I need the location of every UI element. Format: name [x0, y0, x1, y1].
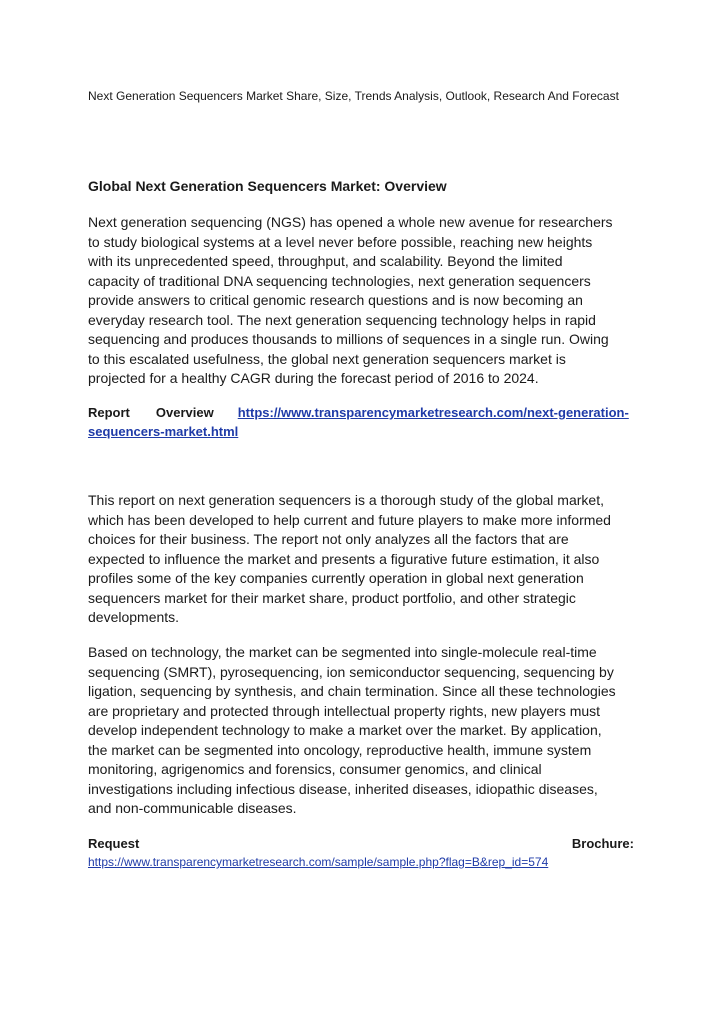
report-overview-link[interactable]: https://www.transparencymarketresearch.com/next-generation-	[237, 405, 629, 420]
section-heading: Global Next Generation Sequencers Market: Overview	[88, 178, 447, 194]
study-paragraph	[88, 491, 636, 628]
technology-paragraph	[88, 643, 636, 819]
paragraph-line: with its unprecedented speed, throughput, and scalability. Beyond the limited	[88, 253, 563, 269]
document-title: Next Generation Sequencers Market Share, Size, Trends Analysis, Outlook, Research And Forecast	[88, 89, 619, 103]
paragraph-line: ligation, sequencing by synthesis, and chain termination. Since all these technologies	[88, 683, 616, 699]
report-overview-link-continued[interactable]: sequencers-market.html	[88, 424, 239, 439]
paragraph-line: are proprietary and protected through intellectual property rights, new players must	[88, 702, 601, 719]
paragraph-line: sequencers market for their market share, product portfolio, and other strategic	[88, 589, 576, 606]
paragraph-line: developments.	[88, 609, 180, 625]
report-overview-row	[88, 403, 634, 441]
paragraph-line: investigations including infectious disease, inherited diseases, idiopathic diseases,	[88, 780, 598, 797]
brochure-label: Brochure:	[571, 836, 634, 851]
paragraph-line: the market can be segmented into oncology, reproductive health, immune system	[88, 741, 592, 758]
paragraph-line: Based on technology, the market can be segmented into single-molecule real-time	[88, 644, 597, 660]
request-label: Request	[88, 836, 140, 851]
paragraph-line: profiles some of the key companies currently operation in global next generation	[88, 570, 584, 586]
paragraph-line: to study biological systems at a level never before possible, reaching new heights	[88, 233, 593, 250]
paragraph-line: capacity of traditional DNA sequencing technologies, next generation sequencers	[88, 272, 591, 289]
paragraph-line: projected for a healthy CAGR during the forecast period of 2016 to 2024.	[88, 370, 539, 386]
paragraph-line: This report on next generation sequencers is a thorough study of the global market,	[88, 492, 604, 508]
paragraph-line: provide answers to critical genomic research questions and is now becoming an	[88, 292, 583, 308]
overview-paragraph	[88, 213, 636, 389]
paragraph-line: which has been developed to help current and future players to make more informed	[88, 511, 611, 528]
paragraph-line: sequencing (SMRT), pyrosequencing, ion semiconductor sequencing, sequencing by	[88, 663, 614, 680]
paragraph-line: and non-communicable diseases.	[88, 800, 297, 816]
paragraph-line: develop independent technology to make a market over the market. By application,	[88, 722, 602, 738]
report-label: Report	[88, 405, 130, 420]
paragraph-line: sequencing and produces thousands to millions of sequences in a single run. Owing	[88, 331, 609, 347]
paragraph-line: Next generation sequencing (NGS) has opened a whole new avenue for researchers	[88, 214, 613, 230]
paragraph-line: to this escalated usefulness, the global next generation sequencers market is	[88, 350, 566, 367]
paragraph-line: expected to influence the market and presents a figurative future estimation, it also	[88, 550, 600, 567]
paragraph-line: everyday research tool. The next generation sequencing technology helps in rapid	[88, 311, 596, 328]
paragraph-line: choices for their business. The report not only analyzes all the factors that are	[88, 531, 569, 547]
overview-label: Overview	[155, 405, 214, 420]
brochure-link[interactable]: https://www.transparencymarketresearch.com/sample/sample.php?flag=B&rep_id=574	[88, 855, 549, 869]
request-brochure-row	[88, 834, 634, 872]
paragraph-line: monitoring, agrigenomics and forensics, consumer genomics, and clinical	[88, 761, 542, 777]
